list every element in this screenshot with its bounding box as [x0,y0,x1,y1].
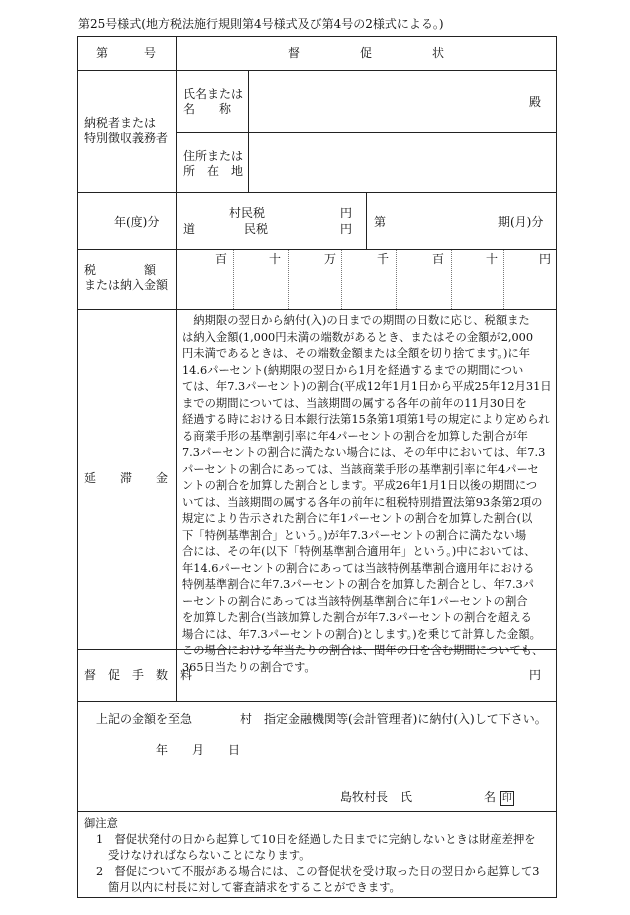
name-label: 氏名または 名 称 [183,87,244,116]
digit-label: 万 [324,252,337,266]
issue-date: 年 月 日 [156,743,241,757]
late-fee-line: を加算した割合(当該加算した割合が年7.3パーセントの割合を超える [182,611,532,624]
late-fee-line: 年14.6パーセントの割合にあっては当該特例基準割合適用年における [182,561,535,575]
column-divider [176,37,177,701]
row-divider [78,701,556,702]
late-fee-line: 納期限の翌日から納付(入)の日までの期間の日数に応じ、税額また [182,314,530,327]
digit-label: 百 [432,252,445,266]
taxpayer-label: 納税者または 特別徴収義務者 [84,116,169,145]
demand-notice-form [77,36,557,898]
late-fee-description [182,313,554,676]
late-fee-line: いては、当該期間の属する各年の前年に租税特別措置法第93条第2項の [182,495,543,509]
late-fee-line: 円未満であるときは、その端数金額または全額を切り捨てます。)に年 [182,347,531,360]
tax-amount-label: 税 額 または納入金額 [84,263,169,292]
late-fee-line: 合には、その年(以下「特例基準割合適用年」という。)中においては、 [182,545,536,558]
village-tax-label: 村民税 [229,206,266,220]
mayor-name: 島牧村長 氏 名 印 [340,790,512,804]
digit-divider [341,250,342,309]
digit-label: 円 [539,252,552,266]
late-fee-line: 経過する時における日本銀行法第15条第1項第1号の規定により定められ [182,413,550,426]
prefecture-prefix: 道 [183,222,196,236]
year-label: 年(度)分 [114,215,160,229]
honorific: 殿 [529,95,542,109]
late-fee-line: 特例基準割合に年7.3パーセントの割合を加算した割合とし、年7.3パ [182,578,535,591]
late-fee-line: は納入金額(1,000円未満の端数があるとき、またはその金額が2,000 [182,330,534,344]
late-fee-line: 下「特例基準割合」という。)が年7.3パーセントの割合に満たない場 [182,528,527,542]
digit-divider [503,250,504,309]
row-divider [78,192,556,193]
late-fee-line: る商業手形の基準割引率に年4パーセントの割合を加算した割合が年 [182,429,528,443]
digit-label: 十 [269,252,282,266]
row-divider [78,70,556,71]
digit-divider [233,250,234,309]
payment-instruction: 上記の金額を至急 村 指定金融機関等(会計管理者)に納付(入)して下さい。 [96,712,547,726]
late-fee-line: 場合には、年7.3パーセントの割合)とします。)を乗じて計算した金額。 [182,627,541,641]
demand-fee-yen: 円 [529,668,542,682]
row-divider [78,811,556,812]
notice-number-label: 第 号 [96,46,157,60]
notes-section [84,816,554,896]
digit-label: 十 [486,252,499,266]
demand-fee-label: 督 促 手 数 料 [84,668,193,682]
late-fee-line: ーセントの割合にあっては当該特例基準割合に年1パーセントの割合 [182,594,528,608]
row-divider [176,132,556,133]
column-divider [248,70,249,192]
row-divider [78,309,556,310]
late-fee-line: この場合における年当たりの割合は、閏年の日を含む期間についても、 [182,644,544,657]
late-fee-line: までの期間については、当該期間の属する各年の前年の11月30日を [182,396,527,410]
digit-label: 千 [377,252,390,266]
late-fee-line: ては、年7.3パーセント)の割合(平成12年1月1日から平成25年12月31日 [182,380,552,393]
document-title: 督 促 状 [288,46,445,60]
installment-prefix: 第 [374,215,387,229]
address-label: 住所または 所 在 地 [183,149,244,178]
seal-stamp: 印 [501,793,512,804]
digit-label: 百 [215,252,228,266]
prefecture-tax-label: 民税 [244,222,269,236]
note-item: 1 督促状発付の日から起算して10日を経過した日までに完納しないときは財産差押を 受けなければならないことになります。 [96,833,536,862]
late-fee-line: 7.3パーセントの割合に満たない場合には、その年中においては、年7.3 [182,446,546,459]
notes-title: 御注意 [84,817,118,830]
note-item: 2 督促について不服がある場合には、この督促状を受け取った日の翌日から起算して3 箇月以内に村長に対して審査請求をすることができます。 [96,865,540,894]
digit-divider [396,250,397,309]
late-fee-label: 延 滞 金 [84,471,169,485]
late-fee-line: 365日当たりの割合です。 [182,660,316,674]
late-fee-line: ントの割合を加算した割合とします。平成26年1月1日以後の期間につ [182,479,538,492]
late-fee-line: 規定により告示された割合に年1パーセントの割合を加算した割合(以 [182,512,533,525]
row-divider [78,249,556,250]
late-fee-line: 14.6パーセント(納期限の翌日から1月を経過するまでの期間につい [182,363,524,377]
digit-divider [451,250,452,309]
prefecture-tax-yen: 円 [340,222,353,236]
form-header: 第25号様式(地方税法施行規則第4号様式及び第4号の2様式による。) [78,17,444,31]
digit-divider [288,250,289,309]
installment-suffix: 期(月)分 [498,215,544,229]
column-divider [366,192,367,249]
village-tax-yen: 円 [340,206,353,220]
late-fee-line: パーセントの割合にあっては、当該商業手形の基準割引率に年4パーセ [182,462,539,476]
